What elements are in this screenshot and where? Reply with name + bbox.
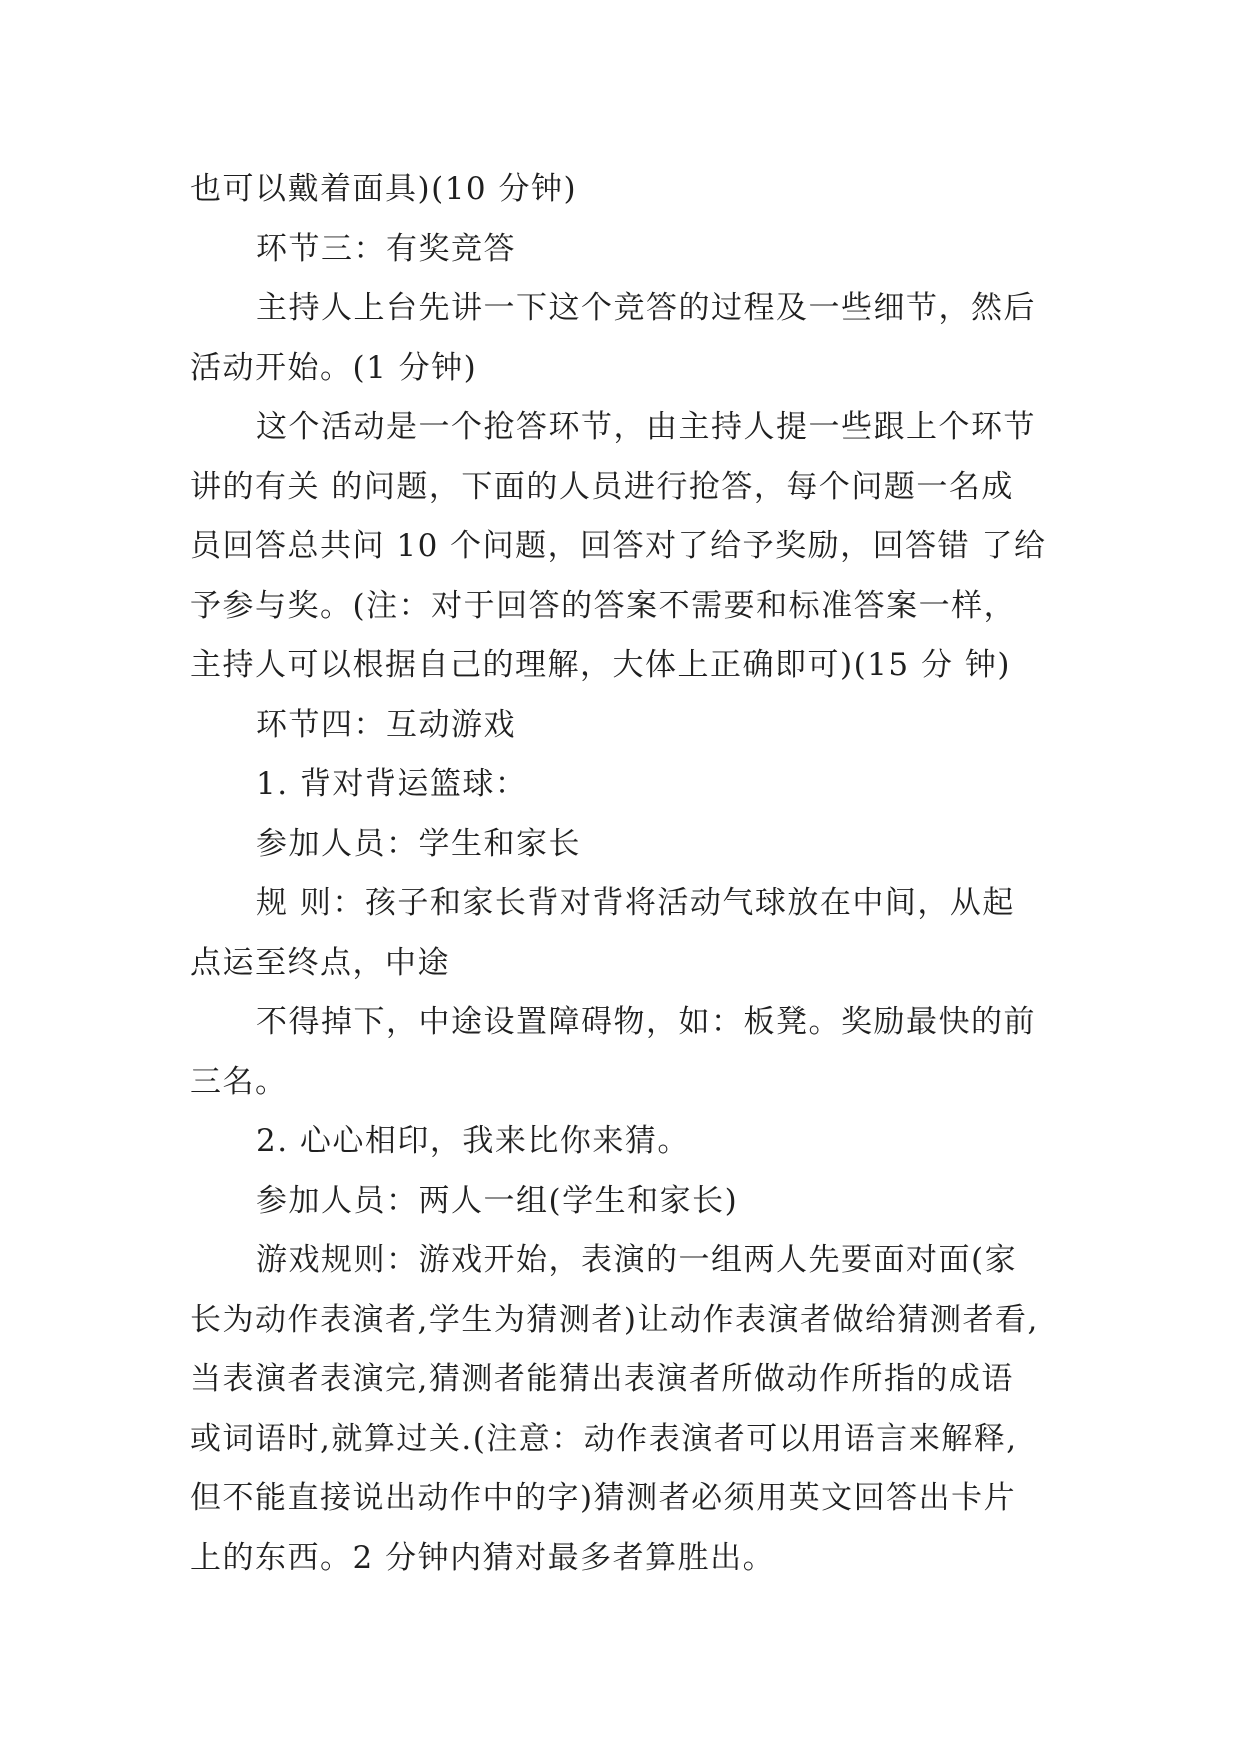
text-line: 三名。 bbox=[190, 1063, 288, 1100]
text-line: 不得掉下，中途设置障碍物，如：板凳。奖励最快的前 bbox=[256, 1004, 1036, 1040]
text-line: 主持人上台先讲一下这个竞答的过程及一些细节，然后 bbox=[256, 290, 1036, 326]
text-line: 员回答总共问 10 个问题，回答对了给予奖励，回答错 了给 bbox=[190, 528, 1047, 564]
text-line: 参加人员：两人一组(学生和家长) bbox=[256, 1182, 739, 1219]
text-line: 讲的有关 的问题，下面的人员进行抢答，每个问题一名成 bbox=[190, 468, 1014, 505]
section-heading-4: 环节四：互动游戏 bbox=[256, 706, 516, 743]
section-heading-3: 环节三：有奖竞答 bbox=[256, 230, 516, 267]
text-line: 予参与奖。(注：对于回答的答案不需要和标准答案一样， bbox=[190, 587, 1017, 624]
text-line: 点运至终点，中途 bbox=[190, 944, 450, 981]
text-line: 规 则：孩子和家长背对背将活动气球放在中间，从起 bbox=[256, 885, 1015, 921]
text-line: 游戏规则：游戏开始，表演的一组两人先要面对面(家 bbox=[256, 1242, 1018, 1278]
text-line: 但不能直接说出动作中的字)猜测者必须用英文回答出卡片 bbox=[190, 1480, 1017, 1516]
text-line: 上的东西。2 分钟内猜对最多者算胜出。 bbox=[190, 1539, 776, 1576]
document-body bbox=[190, 160, 1060, 1588]
text-line: 或词语时,就算过关.(注意：动作表演者可以用语言来解释, bbox=[190, 1420, 1018, 1457]
text-line: 这个活动是一个抢答环节，由主持人提一些跟上个环节 bbox=[256, 409, 1036, 445]
game-title-1: 1. 背对背运篮球： bbox=[256, 766, 528, 802]
text-line: 长为动作表演者,学生为猜测者)让动作表演者做给猜测者看, bbox=[190, 1301, 1039, 1338]
text-line: 当表演者表演完,猜测者能猜出表演者所做动作所指的成语 bbox=[190, 1361, 1014, 1397]
text-line: 参加人员：学生和家长 bbox=[256, 825, 581, 862]
text-line: 活动开始。(1 分钟) bbox=[190, 349, 478, 386]
text-line: 也可以戴着面具)(10 分钟) bbox=[190, 171, 578, 207]
game-title-2: 2. 心心相印，我来比你来猜。 bbox=[256, 1123, 690, 1159]
text-line: 主持人可以根据自己的理解，大体上正确即可)(15 分 钟) bbox=[190, 647, 1011, 683]
